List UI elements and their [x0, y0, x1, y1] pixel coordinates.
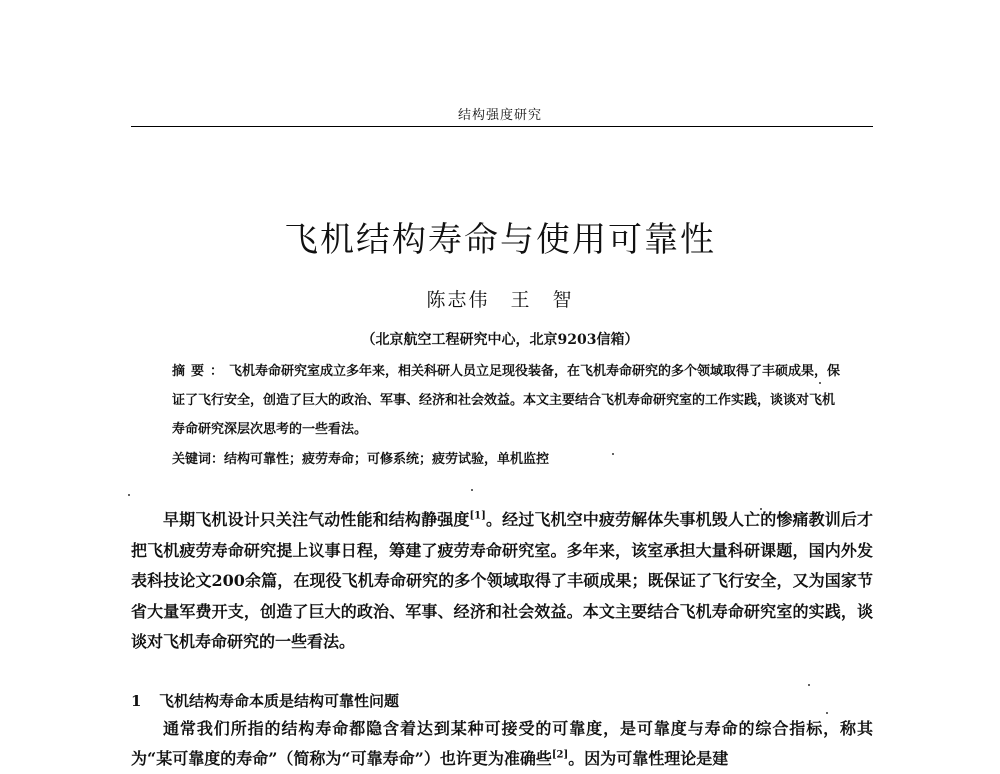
intro-text-b: 。经过飞机空中疲劳解体失事机毁人亡的惨痛教训后才把飞机疲劳寿命研究提上议事日程，筹建了疲劳寿命研究室。多年来，该室承担大量科研课题，国内外发表科技论文200余篇，在现役飞机寿命研究的多个领域取得了丰硕成果；既保证了飞行安全，又为国家节省大量军费开支，创造了巨大的政治、军事、经济和社会效益。本文主要结合飞机寿命研究室的实践，谈谈对飞机寿命研究的一些看法。: [131, 510, 873, 651]
authors: 陈志伟 王 智: [426, 289, 574, 311]
scan-speck: [612, 453, 614, 455]
scan-speck: [128, 494, 130, 496]
intro-paragraph: [131, 505, 873, 658]
paper-title: 飞机结构寿命与使用可靠性: [284, 220, 716, 260]
section-title: 飞机结构寿命本质是结构可靠性问题: [159, 692, 400, 710]
scan-speck: [826, 712, 828, 714]
abstract-text: 飞机寿命研究室成立多年来，相关科研人员立足现役装备，在飞机寿命研究的多个领域取得了丰硕成果，保证了飞行安全，创造了巨大的政治、军事、经济和社会效益。本文主要结合飞机寿命研究室的工作实践，谈谈对飞机寿命研究深层次思考的一些看法。: [172, 364, 841, 437]
section-1-heading: [131, 690, 399, 711]
keywords: [172, 448, 844, 467]
keywords-text: 结构可靠性；疲劳寿命；可修系统；疲劳试验，单机监控: [224, 452, 550, 467]
header-rule: [131, 126, 873, 127]
citation-2: [2]: [551, 749, 569, 761]
section-1-text-a: 通常我们所指的结构寿命都隐含着达到某种可接受的可靠度，是可靠度与寿命的综合指标，称其为“某可靠度的寿命”（简称为“可靠寿命”）也许更为准确些: [131, 719, 873, 768]
abstract-label: 摘要：: [172, 364, 230, 379]
scan-speck: [808, 684, 810, 686]
scan-speck: [471, 489, 473, 491]
scan-speck: [760, 508, 762, 510]
section-number: 1: [131, 692, 142, 710]
scan-speck: [819, 382, 821, 384]
citation-1: [1]: [469, 510, 486, 522]
abstract: [172, 357, 844, 444]
keywords-label: 关键词：: [172, 452, 225, 467]
intro-text-a: 早期飞机设计只关注气动性能和结构静强度: [163, 510, 470, 529]
section-1-text-b: 。因为可靠性理论是建: [568, 749, 729, 768]
section-1-paragraph: [131, 714, 873, 774]
affiliation: （北京航空工程研究中心，北京9203信箱）: [361, 332, 639, 348]
running-header: 结构强度研究: [457, 108, 542, 123]
